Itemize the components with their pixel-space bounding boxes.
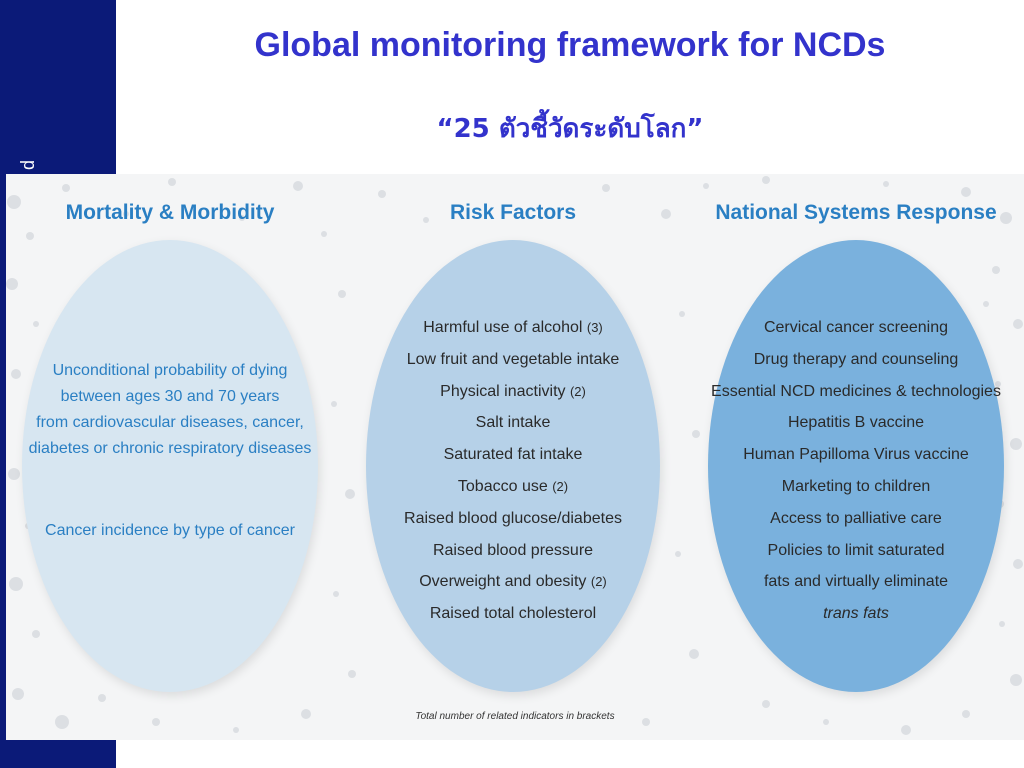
slide-subtitle: “25 ตัวชี้วัดระดับโลก”	[436, 114, 704, 144]
risk-factor-item	[366, 535, 660, 567]
indicator-count: (2)	[590, 574, 607, 590]
mortality-text	[22, 358, 318, 544]
response-item: Hepatitis B vaccine	[787, 414, 925, 432]
response-item: Policies to limit saturated	[767, 541, 945, 559]
risk-factor-item	[366, 566, 660, 598]
mortality-line: from cardiovascular diseases, cancer,	[36, 414, 304, 431]
risk-factor-label: Tobacco use	[457, 477, 548, 495]
risk-factor-label: Raised blood glucose/diabetes	[404, 509, 622, 527]
response-item: Human Papilloma Virus vaccine	[743, 446, 969, 464]
risk-factor-label: Saturated fat intake	[443, 446, 583, 464]
mortality-line: Unconditional probability of dying	[52, 362, 288, 379]
heading-risk-factors: Risk Factors	[449, 201, 577, 224]
risk-factors-list	[366, 312, 660, 630]
mortality-line: diabetes or chronic respiratory diseases	[28, 440, 312, 457]
risk-factor-label: Salt intake	[475, 414, 551, 432]
risk-factor-item	[366, 407, 660, 439]
slide-title: Global monitoring framework for NCDs	[254, 26, 886, 64]
framework-diagram	[6, 174, 1024, 740]
risk-factor-label: Overweight and obesity	[419, 573, 587, 591]
risk-factor-label: Raised total cholesterol	[429, 605, 597, 623]
risk-factor-label: Raised blood pressure	[432, 541, 594, 559]
indicator-count: (3)	[586, 320, 603, 335]
cancer-incidence-line: Cancer incidence by type of cancer	[45, 522, 295, 539]
mortality-line: between ages 30 and 70 years	[60, 388, 280, 405]
risk-factor-item	[366, 598, 660, 630]
footnote: Total number of related indicators in brackets	[415, 711, 615, 722]
heading-national-systems-response: National Systems Response	[715, 201, 997, 224]
systems-response-list	[708, 312, 1004, 630]
response-item: Cervical cancer screening	[763, 319, 949, 336]
response-item: Marketing to children	[781, 477, 931, 495]
risk-factor-label: Low fruit and vegetable intake	[406, 350, 620, 368]
risk-factor-item	[366, 312, 660, 344]
response-item: Access to palliative care	[770, 509, 942, 527]
risk-factor-label: Physical inactivity	[440, 382, 566, 400]
indicator-count: (2)	[569, 383, 586, 399]
risk-factor-label: Harmful use of alcohol	[423, 319, 583, 336]
response-item: trans fats	[823, 605, 889, 623]
sidebar-text: p	[20, 160, 40, 171]
risk-factor-item	[366, 439, 660, 471]
risk-factor-item	[366, 344, 660, 376]
heading-mortality-morbidity: Mortality & Morbidity	[65, 201, 275, 224]
risk-factor-item	[366, 503, 660, 535]
indicator-count: (2)	[552, 478, 569, 494]
response-item: Essential NCD medicines & technologies	[711, 382, 1001, 400]
risk-factor-item	[366, 471, 660, 503]
response-item: fats and virtually eliminate	[763, 573, 949, 591]
response-item: Drug therapy and counseling	[753, 350, 959, 368]
risk-factor-item	[366, 376, 660, 408]
